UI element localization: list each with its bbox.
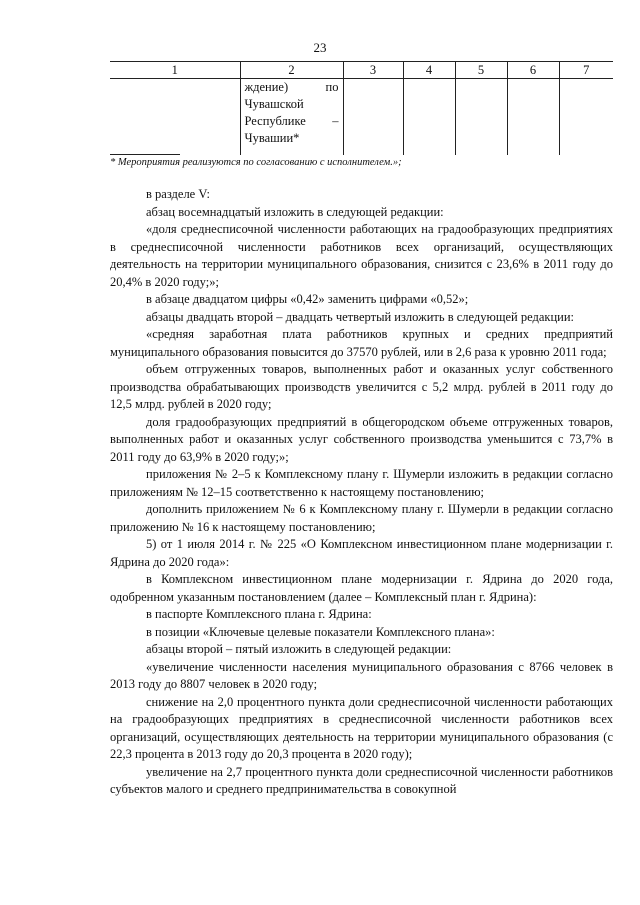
page-number: 23 [313,40,327,55]
table-cell-1 [110,79,240,156]
table-cell-5 [455,79,507,156]
paragraph: приложения № 2–5 к Комплексному плану г. Шумерли изложить в редакции согласно приложениям № 12–15 соответственно к настоящему постановлению; [110,467,613,499]
paragraph: увеличение на 2,7 процентного пункта доли среднесписочной численности работников субъектов малого и среднего предпринимательства в совокупной [110,764,613,796]
continuation-table [110,61,613,155]
table-cell-7 [559,79,613,156]
paragraph: 5) от 1 июля 2014 г. № 225 «О Комплексном инвестиционном плане модернизации г. Ядрина до 2020 года»: [110,537,613,569]
table-cell-text: ждение) по Чувашской Республике – Чувашии* [244,80,339,145]
paragraph: в разделе V: [146,187,210,201]
paragraph: «увеличение численности населения муниципального образования с 8766 человек в 2013 году до 8807 человек в 2020 году; [110,659,613,691]
paragraph: «доля среднесписочной численности работающих на градообразующих предприятиях в среднесписочной численности работников всех организаций, осуществляющих деятельность на территории муниципального образования, снизится с 23,6% в 2011 году до 20,4% в 2020 году;»; [110,222,613,289]
paragraph: снижение на 2,0 процентного пункта доли среднесписочной численности работающих на градообразующих предприятиях в среднесписочной численности работников всех организаций, осуществляющих деятельность на территории муниципального образования (с 22,3 процента в 2013 году до 20,3 процента в 2020 году); [110,694,613,761]
document-body [110,186,613,799]
paragraph: доля градообразующих предприятий в общегородском объеме отгруженных товаров, выполненных работ и оказанных услуг собственного производства уменьшится с 73,7% в 2011 году до 63,9% в 2020 году;»; [110,414,613,464]
table-cell-2 [240,79,343,156]
paragraph: дополнить приложением № 6 к Комплексному плану г. Шумерли в редакции согласно приложению № 16 к настоящему постановлению; [110,502,613,534]
paragraph: объем отгруженных товаров, выполненных работ и оказанных услуг собственного производства обрабатывающих производств увеличится с 5,2 млрд. рублей в 2011 году до 12,5 млрд. рублей в 2020 году; [110,362,613,411]
footnote-divider [110,154,180,155]
paragraph: «средняя заработная плата работников крупных и средних предприятий муниципального образования повысится до 37570 рублей, или в 2,6 раза к уровню 2011 года; [110,327,613,359]
table-cell-4 [403,79,455,156]
paragraph: в паспорте Комплексного плана г. Ядрина: [146,607,372,621]
paragraph: абзац восемнадцатый изложить в следующей редакции: [146,204,444,219]
column-header-1: 1 [110,62,240,79]
paragraph: абзацы второй – пятый изложить в следующей редакции: [146,642,452,656]
table-header-row [110,62,613,79]
table-cell-6 [507,79,559,156]
paragraph: в абзаце двадцатом цифры «0,42» заменить цифрами «0,52»; [146,292,469,306]
footnote: * Мероприятия реализуются по согласованию с исполнителем.»; [110,157,402,168]
paragraph: в Комплексном инвестиционном плане модернизации г. Ядрина до 2020 года, одобренном указанным постановлением (далее – Комплексный план г. Ядрина): [110,572,613,604]
paragraph: в позиции «Ключевые целевые показатели Комплексного плана»: [146,624,495,639]
column-header-5: 5 [455,62,507,79]
column-header-7: 7 [559,62,613,79]
column-header-6: 6 [507,62,559,79]
column-header-2: 2 [240,62,343,79]
table-row [110,79,613,156]
column-header-4: 4 [403,62,455,79]
paragraph: абзацы двадцать второй – двадцать четвертый изложить в следующей редакции: [146,309,574,324]
table-cell-3 [343,79,403,156]
column-header-3: 3 [343,62,403,79]
